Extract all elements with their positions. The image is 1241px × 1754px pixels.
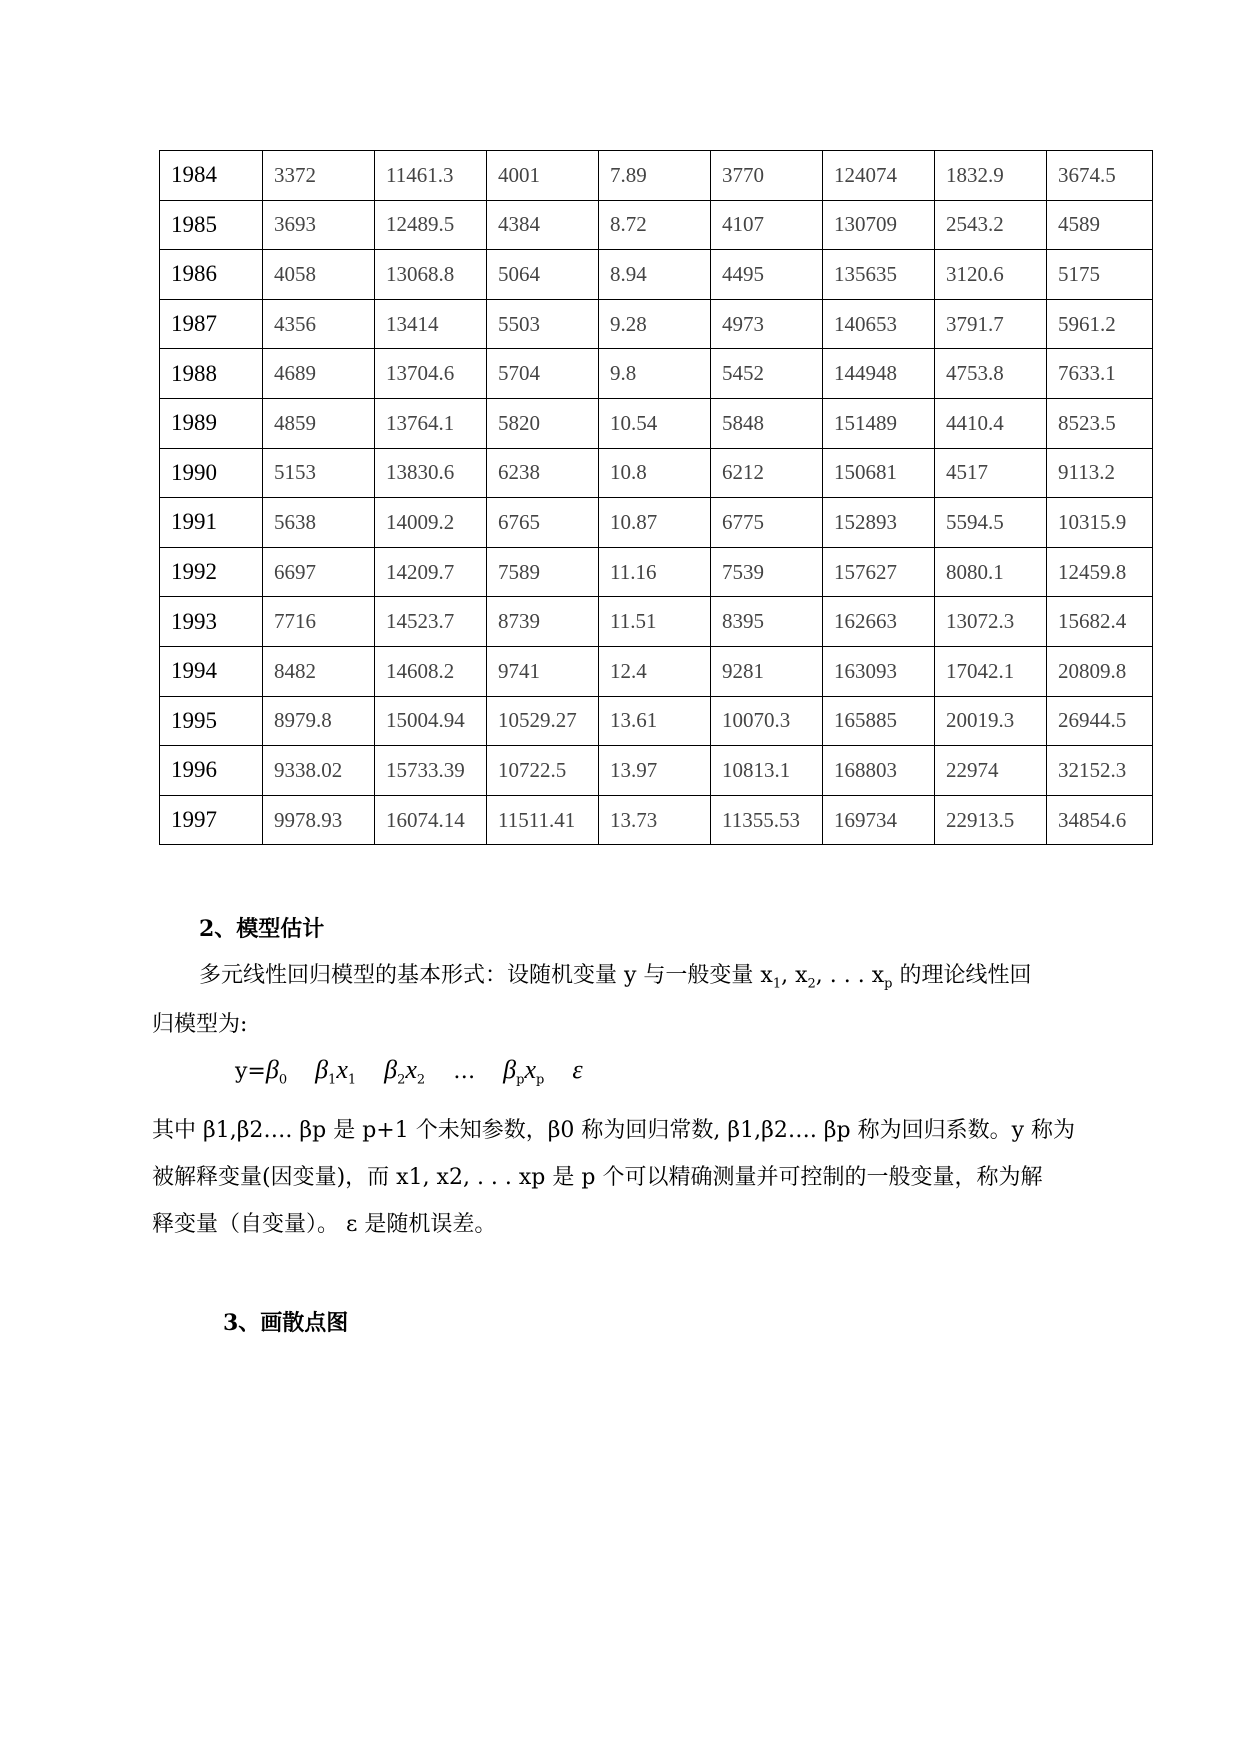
value-cell: 11355.53 xyxy=(711,795,823,845)
section-2-definition-line-1: 其中 β1,β2…. βp 是 p+1 个未知参数，β0 称为回归常数, β1,β2…. βp 称为回归系数。y 称为 xyxy=(152,1118,1076,1143)
year-cell: 1990 xyxy=(160,448,263,498)
table-row xyxy=(160,646,1153,696)
value-cell: 15682.4 xyxy=(1047,597,1153,647)
value-cell: 7716 xyxy=(263,597,375,647)
value-cell: 13764.1 xyxy=(375,398,487,448)
value-cell: 3791.7 xyxy=(935,299,1047,349)
value-cell: 1832.9 xyxy=(935,151,1047,201)
value-cell: 14209.7 xyxy=(375,547,487,597)
value-cell: 6212 xyxy=(711,448,823,498)
section-2-definition-line-2: 被解释变量(因变量)，而 x1, x2, . . . xp 是 p 个可以精确测量并可控制的一般变量，称为解 xyxy=(152,1165,1043,1190)
value-cell: 9113.2 xyxy=(1047,448,1153,498)
table-row xyxy=(160,349,1153,399)
table-row xyxy=(160,200,1153,250)
value-cell: 3693 xyxy=(263,200,375,250)
value-cell: 9741 xyxy=(487,646,599,696)
value-cell: 3674.5 xyxy=(1047,151,1153,201)
value-cell: 4859 xyxy=(263,398,375,448)
value-cell: 14009.2 xyxy=(375,498,487,548)
value-cell: 7589 xyxy=(487,547,599,597)
value-cell: 16074.14 xyxy=(375,795,487,845)
data-table xyxy=(159,150,1153,845)
value-cell: 32152.3 xyxy=(1047,746,1153,796)
value-cell: 10.54 xyxy=(599,398,711,448)
value-cell: 8395 xyxy=(711,597,823,647)
value-cell: 3770 xyxy=(711,151,823,201)
value-cell: 4517 xyxy=(935,448,1047,498)
value-cell: 5848 xyxy=(711,398,823,448)
value-cell: 8.94 xyxy=(599,250,711,300)
value-cell: 9.28 xyxy=(599,299,711,349)
value-cell: 14523.7 xyxy=(375,597,487,647)
value-cell: 6697 xyxy=(263,547,375,597)
regression-formula: $y=\beta_0$ $\beta_1x_1$ $\beta_2x_2$ … $\beta_px_p$ ε xyxy=(235,1055,583,1088)
year-cell: 1993 xyxy=(160,597,263,647)
value-cell: 168803 xyxy=(823,746,935,796)
value-cell: 10315.9 xyxy=(1047,498,1153,548)
value-cell: 150681 xyxy=(823,448,935,498)
value-cell: 13.61 xyxy=(599,696,711,746)
table-body xyxy=(160,151,1153,845)
value-cell: 8.72 xyxy=(599,200,711,250)
value-cell: 12489.5 xyxy=(375,200,487,250)
value-cell: 7633.1 xyxy=(1047,349,1153,399)
table-row xyxy=(160,498,1153,548)
value-cell: 8080.1 xyxy=(935,547,1047,597)
value-cell: 5452 xyxy=(711,349,823,399)
value-cell: 157627 xyxy=(823,547,935,597)
value-cell: 8979.8 xyxy=(263,696,375,746)
value-cell: 22974 xyxy=(935,746,1047,796)
value-cell: 20019.3 xyxy=(935,696,1047,746)
value-cell: 15004.94 xyxy=(375,696,487,746)
value-cell: 13072.3 xyxy=(935,597,1047,647)
value-cell: 11511.41 xyxy=(487,795,599,845)
value-cell: 10070.3 xyxy=(711,696,823,746)
value-cell: 11461.3 xyxy=(375,151,487,201)
value-cell: 4107 xyxy=(711,200,823,250)
value-cell: 152893 xyxy=(823,498,935,548)
value-cell: 8739 xyxy=(487,597,599,647)
year-cell: 1991 xyxy=(160,498,263,548)
value-cell: 6238 xyxy=(487,448,599,498)
value-cell: 5820 xyxy=(487,398,599,448)
value-cell: 124074 xyxy=(823,151,935,201)
year-cell: 1992 xyxy=(160,547,263,597)
table-row xyxy=(160,250,1153,300)
value-cell: 26944.5 xyxy=(1047,696,1153,746)
value-cell: 10722.5 xyxy=(487,746,599,796)
value-cell: 12.4 xyxy=(599,646,711,696)
year-cell: 1996 xyxy=(160,746,263,796)
value-cell: 13068.8 xyxy=(375,250,487,300)
value-cell: 13.73 xyxy=(599,795,711,845)
section-2-paragraph-line-1: 多元线性回归模型的基本形式：设随机变量 y 与一般变量 $x_1$, $x_2$, . . . $x_p$ 的理论线性回 xyxy=(199,963,1032,992)
section-3-heading: 3、画散点图 xyxy=(223,1310,349,1336)
value-cell: 4689 xyxy=(263,349,375,399)
value-cell: 17042.1 xyxy=(935,646,1047,696)
value-cell: 10.8 xyxy=(599,448,711,498)
year-cell: 1985 xyxy=(160,200,263,250)
value-cell: 10529.27 xyxy=(487,696,599,746)
value-cell: 5064 xyxy=(487,250,599,300)
value-cell: 34854.6 xyxy=(1047,795,1153,845)
value-cell: 8482 xyxy=(263,646,375,696)
section-2-heading: 2、模型估计 xyxy=(199,916,325,942)
value-cell: 4058 xyxy=(263,250,375,300)
value-cell: 8523.5 xyxy=(1047,398,1153,448)
year-cell: 1984 xyxy=(160,151,263,201)
value-cell: 144948 xyxy=(823,349,935,399)
value-cell: 5175 xyxy=(1047,250,1153,300)
value-cell: 3120.6 xyxy=(935,250,1047,300)
value-cell: 11.16 xyxy=(599,547,711,597)
table-row xyxy=(160,448,1153,498)
value-cell: 4973 xyxy=(711,299,823,349)
value-cell: 13.97 xyxy=(599,746,711,796)
value-cell: 6775 xyxy=(711,498,823,548)
value-cell: 163093 xyxy=(823,646,935,696)
value-cell: 15733.39 xyxy=(375,746,487,796)
value-cell: 5961.2 xyxy=(1047,299,1153,349)
year-cell: 1994 xyxy=(160,646,263,696)
value-cell: 151489 xyxy=(823,398,935,448)
value-cell: 10813.1 xyxy=(711,746,823,796)
value-cell: 5594.5 xyxy=(935,498,1047,548)
value-cell: 20809.8 xyxy=(1047,646,1153,696)
value-cell: 9281 xyxy=(711,646,823,696)
value-cell: 4495 xyxy=(711,250,823,300)
value-cell: 4001 xyxy=(487,151,599,201)
value-cell: 13830.6 xyxy=(375,448,487,498)
value-cell: 5704 xyxy=(487,349,599,399)
value-cell: 130709 xyxy=(823,200,935,250)
year-cell: 1995 xyxy=(160,696,263,746)
value-cell: 22913.5 xyxy=(935,795,1047,845)
value-cell: 4753.8 xyxy=(935,349,1047,399)
table-row xyxy=(160,795,1153,845)
value-cell: 5638 xyxy=(263,498,375,548)
table-row xyxy=(160,597,1153,647)
value-cell: 4589 xyxy=(1047,200,1153,250)
section-2-paragraph-line-2: 归模型为: xyxy=(152,1012,248,1037)
year-cell: 1989 xyxy=(160,398,263,448)
value-cell: 12459.8 xyxy=(1047,547,1153,597)
value-cell: 5153 xyxy=(263,448,375,498)
value-cell: 10.87 xyxy=(599,498,711,548)
value-cell: 165885 xyxy=(823,696,935,746)
value-cell: 135635 xyxy=(823,250,935,300)
value-cell: 6765 xyxy=(487,498,599,548)
value-cell: 7.89 xyxy=(599,151,711,201)
value-cell: 13414 xyxy=(375,299,487,349)
value-cell: 162663 xyxy=(823,597,935,647)
value-cell: 2543.2 xyxy=(935,200,1047,250)
year-cell: 1988 xyxy=(160,349,263,399)
table-row xyxy=(160,547,1153,597)
year-cell: 1986 xyxy=(160,250,263,300)
table-row xyxy=(160,151,1153,201)
value-cell: 3372 xyxy=(263,151,375,201)
section-2-definition-line-3: 释变量（自变量）。 ε 是随机误差。 xyxy=(152,1212,497,1237)
value-cell: 169734 xyxy=(823,795,935,845)
value-cell: 4410.4 xyxy=(935,398,1047,448)
table-row xyxy=(160,398,1153,448)
value-cell: 9978.93 xyxy=(263,795,375,845)
value-cell: 9338.02 xyxy=(263,746,375,796)
value-cell: 140653 xyxy=(823,299,935,349)
table-row xyxy=(160,696,1153,746)
table-row xyxy=(160,746,1153,796)
year-cell: 1997 xyxy=(160,795,263,845)
value-cell: 4356 xyxy=(263,299,375,349)
value-cell: 9.8 xyxy=(599,349,711,399)
value-cell: 14608.2 xyxy=(375,646,487,696)
value-cell: 5503 xyxy=(487,299,599,349)
value-cell: 7539 xyxy=(711,547,823,597)
value-cell: 11.51 xyxy=(599,597,711,647)
value-cell: 4384 xyxy=(487,200,599,250)
year-cell: 1987 xyxy=(160,299,263,349)
table-row xyxy=(160,299,1153,349)
value-cell: 13704.6 xyxy=(375,349,487,399)
